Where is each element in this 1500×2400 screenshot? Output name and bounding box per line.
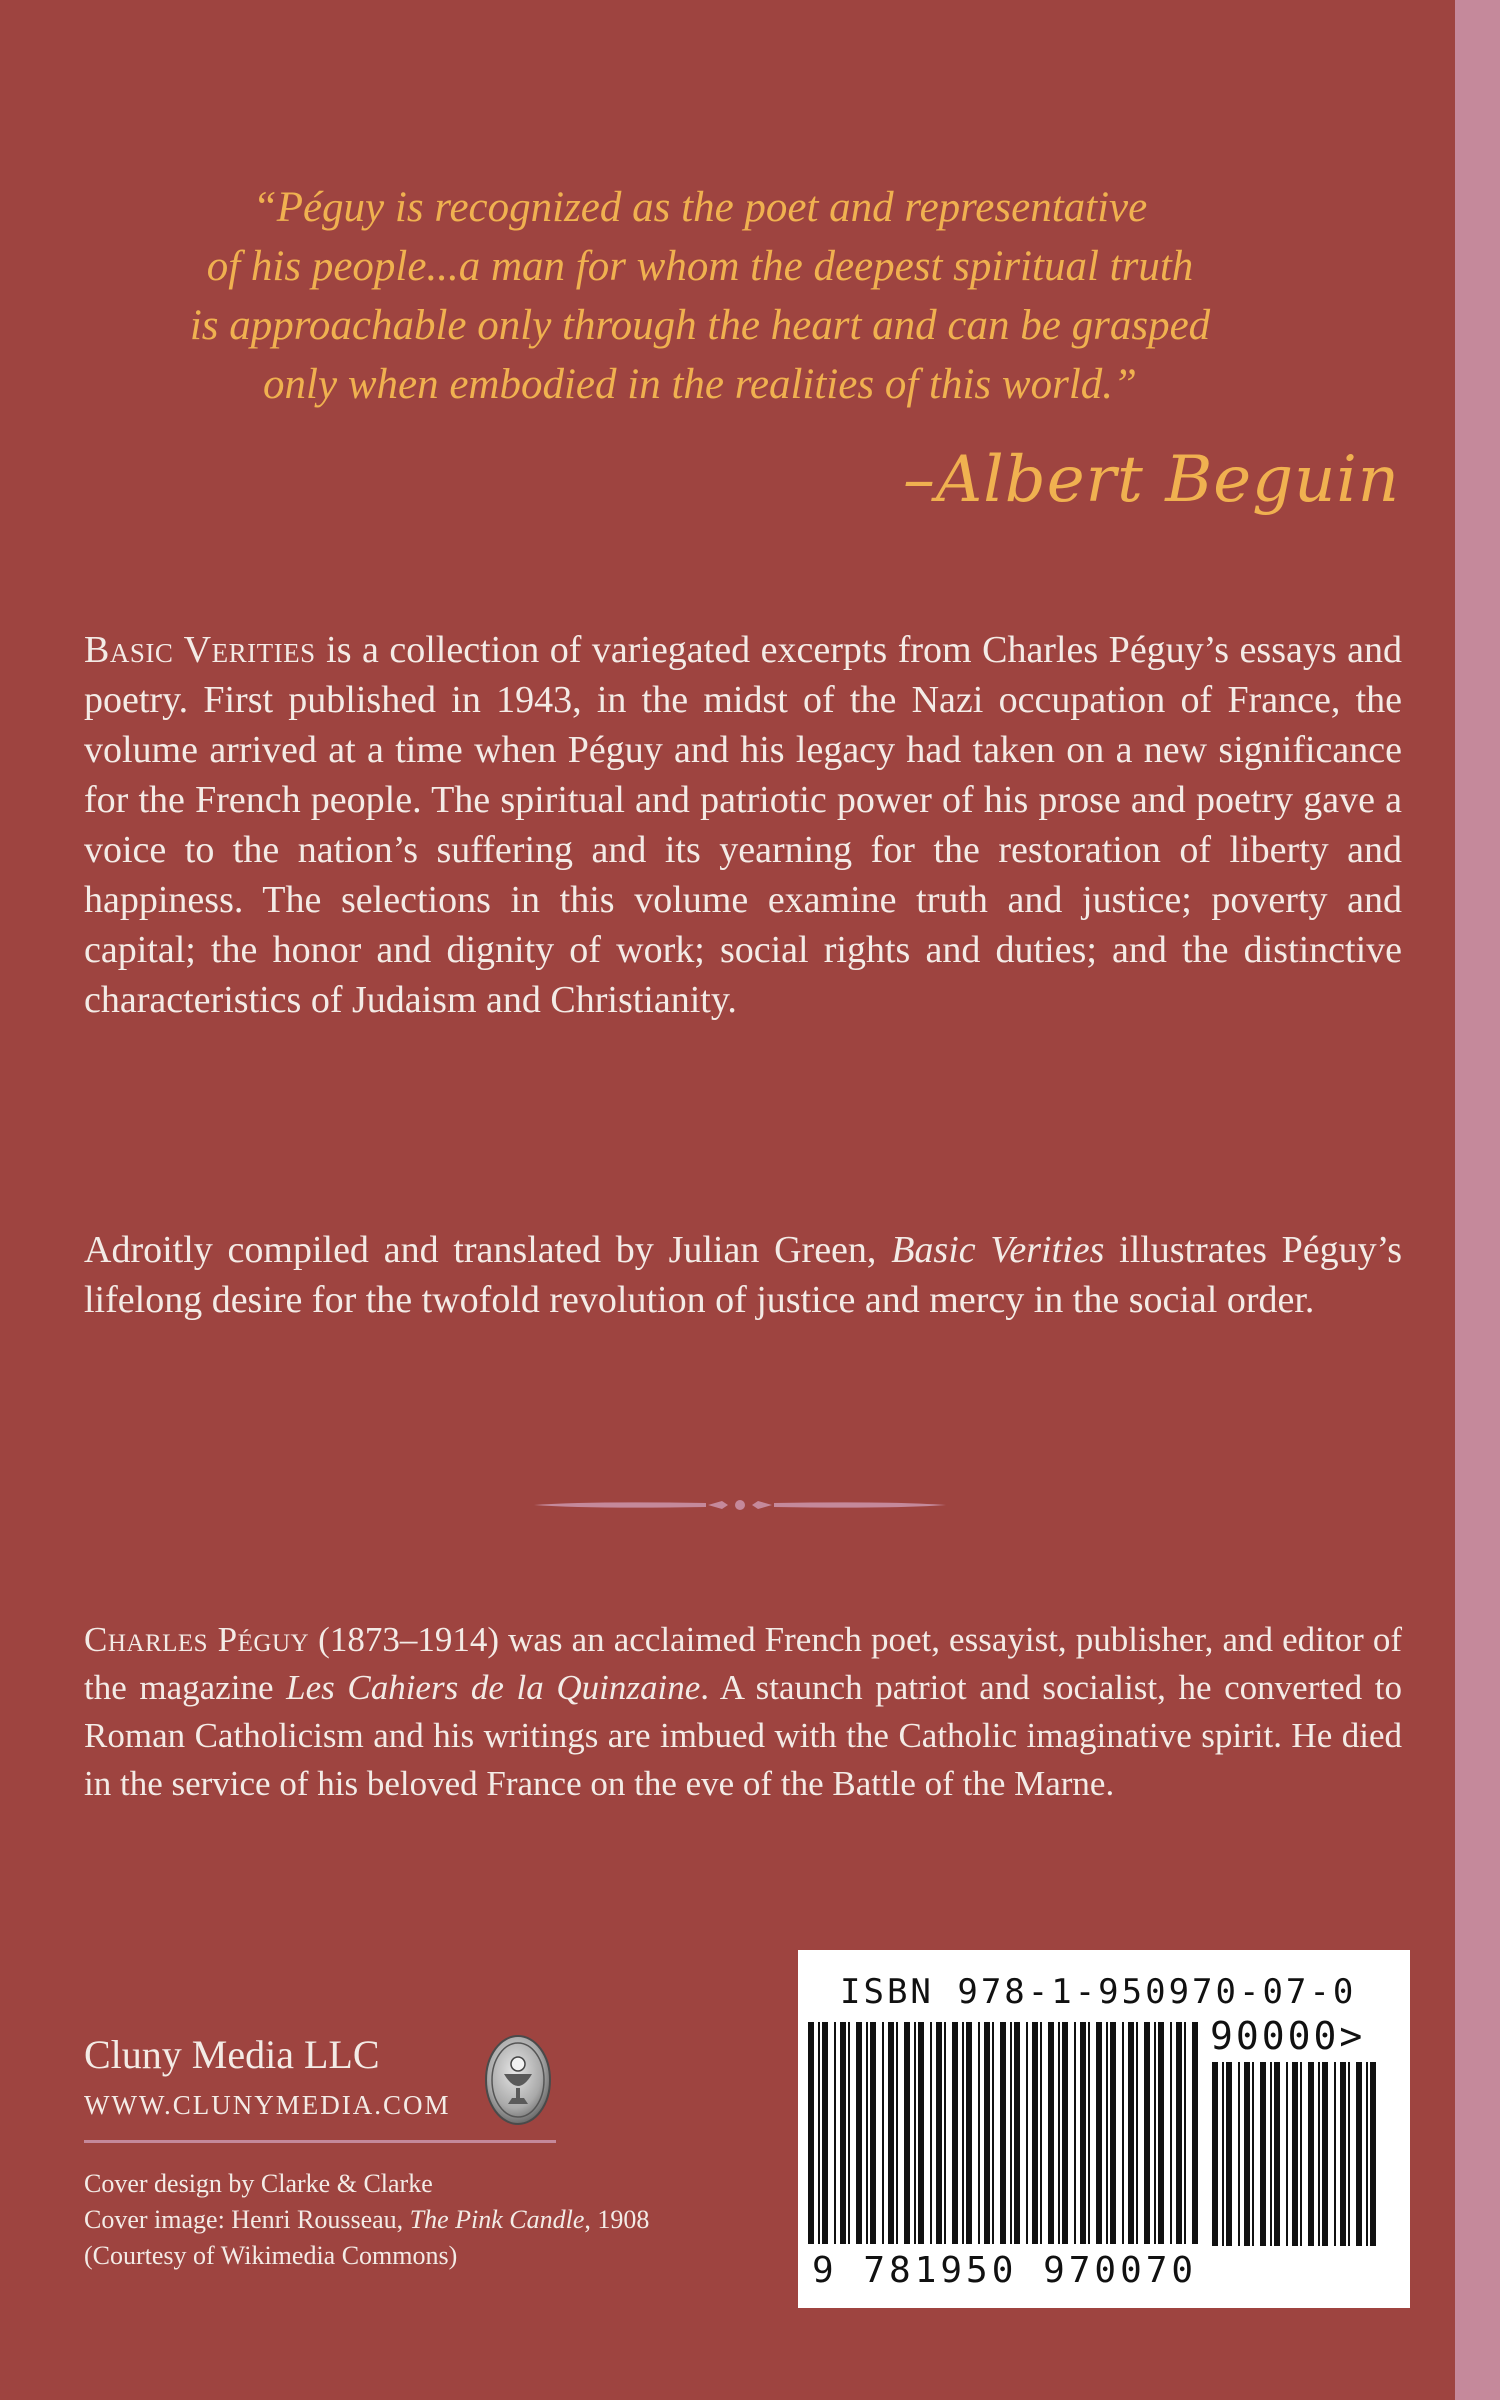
quote-line: is approachable only through the heart and can be grasped xyxy=(189,302,1211,349)
image-credit-text: Cover image: Henri Rousseau, xyxy=(84,2205,410,2234)
author-bio-text: (1873–1914) was an acclaimed French poet, essayist, publisher, and editor of the magazine xyxy=(84,1620,1402,1707)
publisher-name: Cluny Media LLC xyxy=(84,2032,380,2077)
image-credit xyxy=(84,2202,649,2238)
ornament-divider-icon xyxy=(530,1490,950,1520)
quote-line: of his people...a man for whom the deepest spiritual truth xyxy=(206,243,1194,290)
description-text: illustrates Péguy’s lifelong desire for the twofold revolution of justice and mercy in the social order. xyxy=(84,1229,1402,1321)
description-paragraph-1 xyxy=(84,625,1402,1025)
book-title: Basic Verities xyxy=(84,629,316,671)
description-text: is a collection of variegated excerpts from Charles Péguy’s essays and poetry. First published in 1943, in the midst of the Nazi occupation of France, the volume arrived at a time when Péguy and his legacy had taken on a new significance for the French people. The spiritual and patriotic power of his prose and poetry gave a voice to the nation’s suffering and its yearning for the restoration of liberty and happiness. The selections in this volume examine truth and justice; poverty and capital; the honor and dignity of work; social rights and duties; and the distinctive characteristics of Judaism and Christianity. xyxy=(84,629,1403,1021)
publisher-url: WWW.CLUNYMEDIA.COM xyxy=(84,2090,451,2120)
pull-quote xyxy=(110,178,1290,414)
ean-digits: 9 781950 970070 xyxy=(812,2250,1198,2291)
description-text: Adroitly compiled and translated by Julian Green, xyxy=(84,1229,892,1271)
image-credit-year: , 1908 xyxy=(584,2205,650,2234)
courtesy-credit: (Courtesy of Wikimedia Commons) xyxy=(84,2241,458,2270)
quote-attribution: –Albert Beguin xyxy=(903,443,1400,517)
image-title: The Pink Candle xyxy=(409,2205,585,2234)
book-title-italic: Basic Verities xyxy=(891,1229,1105,1271)
design-credit: Cover design by Clarke & Clarke xyxy=(84,2169,433,2198)
barcode-box xyxy=(798,1950,1410,2308)
price-code: 90000> xyxy=(1210,2014,1366,2058)
author-bio xyxy=(84,1616,1402,1808)
addon-barcode-icon xyxy=(1208,2062,1398,2292)
description-paragraph-2 xyxy=(84,1225,1402,1325)
publisher-block xyxy=(84,2030,450,2122)
isbn-label: ISBN 978-1-950970-07-0 xyxy=(840,1972,1357,2012)
quote-line: only when embodied in the realities of this world.” xyxy=(263,361,1137,408)
ean-barcode-icon xyxy=(804,2022,1204,2252)
chalice-seal-icon xyxy=(484,2034,552,2126)
spine-strip xyxy=(1455,0,1500,2400)
author-name: Charles Péguy xyxy=(84,1620,310,1659)
cover-credits xyxy=(84,2166,649,2274)
magazine-title: Les Cahiers de la Quinzaine xyxy=(286,1668,701,1707)
author-bio-text: . A staunch patriot and socialist, he converted to Roman Catholicism and his writings are imbued with the Catholic imaginative spirit. He died in the service of his beloved France on the eve of the Battle of the Marne. xyxy=(84,1668,1402,1803)
quote-line: “Péguy is recognized as the poet and representative xyxy=(252,184,1148,231)
publisher-divider xyxy=(84,2140,556,2143)
